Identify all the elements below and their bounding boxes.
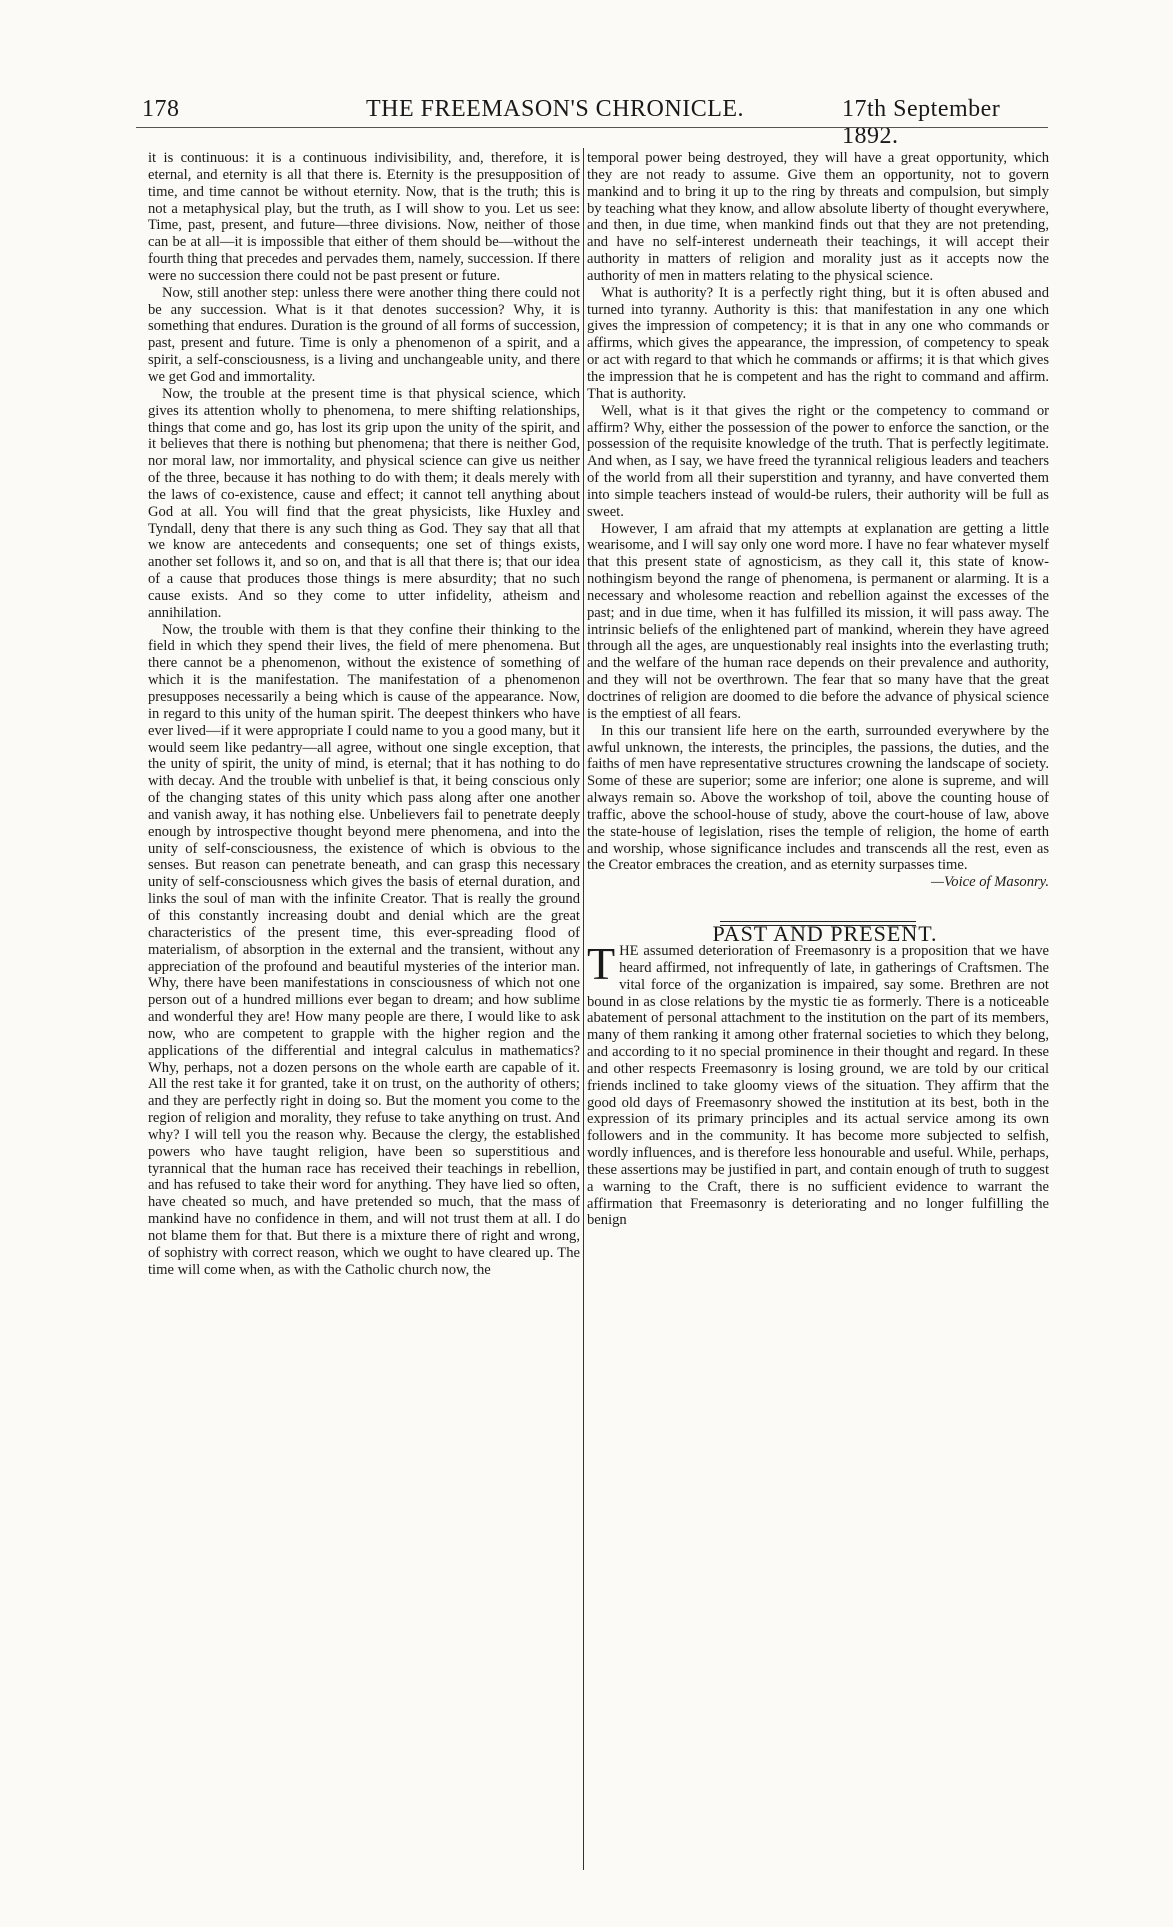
article-paragraph: What is authority? It is a perfectly right thing, but it is often abused and turned into tyranny. Authority is this: that manifestation in any one which gives the impression of competency; it is that in any one who commands or affirms, which gives the appearance, the impression, of competency to speak or act with regard to that which he commands or affirms; it is that which gives the impression that he is competent and has the right to command and affirm. That is authority. (587, 284, 1049, 402)
article-paragraph: it is continuous: it is a continuous indivisibility, and, therefore, it is eternal, and eternity is all that there is. Eternity is the presupposition of time, and time cannot be without eternity. Now, that is the truth; this is not a metaphysical play, but the truth, as I will show to you. Let us see: Time, past, present, and future—three divisions. Now, neither of those can be at all—it is impossible that either of them should be—without the fourth thing that precedes and pervades them, namely, succession. If there were no succession there could not be past present or future. (148, 150, 580, 284)
drop-cap-letter: T (587, 937, 616, 989)
section-title: PAST AND PRESENT. (712, 921, 938, 947)
header-rule (136, 127, 1048, 128)
article-paragraph: In this our transient life here on the earth, surrounded everywhere by the awful unknown, the interests, the principles, the passions, the duties, and the faiths of men have representative structures crowning the landscape of society. Some of these are superior; some are inferior; one alone is supreme, and will always remain so. Above the workshop of toil, above the counting house of traffic, above the school-house of study, above the court-house of law, above the state-house of legislation, rises the temple of religion, the home of earth and worship, whose significance includes and transcends all the rest, even as the Creator embraces the creation, and as eternity surpasses time. (587, 722, 1049, 874)
left-column (148, 150, 580, 1870)
column-divider (583, 148, 584, 1870)
page-number: 178 (142, 96, 180, 122)
section-paragraph (587, 937, 1049, 1229)
article-paragraph: temporal power being destroyed, they will have a great opportunity, which they are not ready to assume. Give them an opportunity, not to govern mankind and to bring it up to the ring by threats and compulsion, but simply by teaching what they know, and allow absolute liberty of thought everywhere, and then, in due time, when mankind finds out that they are not pretending, and have no self-interest underneath their teachings, it will accept their authority in matters of religion and morality just as it accepts now the authority of men in matters relating to the physical science. (587, 150, 1049, 284)
right-column (587, 150, 1049, 1870)
article-paragraph: Well, what is it that gives the right or the competency to command or affirm? Why, either the possession of the power to enforce the sanction, or the possession of the requisite knowledge of the truth. That is perfectly legitimate. And when, as I say, we have freed the tyrannical religious leaders and teachers of the world from all their superstition and tyranny, and have converted them into simple teachers instead of would-be rulers, their authority will be full as sweet. (587, 402, 1049, 520)
article-source-signature: —Voice of Masonry. (931, 874, 1049, 891)
article-paragraph: However, I am afraid that my attempts at explanation are getting a little wearisome, and I will say only one word more. I have no fear whatever myself that this present state of agnosticism, as they call it, this state of know-nothingism beyond the range of phenomena, is permanent or alarming. It is a necessary and wholesome reaction and rebellion against the excesses of the past; and in due time, when it has fulfilled its mission, it will pass away. The intrinsic beliefs of the enlightened part of mankind, wherein they have agreed through all the ages, are unquestionably real insights into the everlasting truth; and the welfare of the human race depends on their prevalence and authority, and they will not be overthrown. The fear that so many have that the great doctrines of religion are doomed to die before the advance of physical science is the emptiest of all fears. (587, 520, 1049, 722)
article-paragraph: Now, the trouble with them is that they confine their thinking to the field in which they spend their lives, the field of mere phenomena. But there cannot be a phenomenon, without the existence of something of which it is the manifestation. The manifestation of a phenomenon presupposes necessarily a being which is cause of the appearance. Now, in regard to this unity of the human spirit. The deepest thinkers who have ever lived—if it were appropriate I could name to you a good many, but it would seem like pedantry—all agree, without one single exception, that the unity of spirit, the unity of mind, is eternal; that it has nothing to do with decay. And the trouble with unbelief is that, it being conscious only of the changing states of this unity which pass along after one another and vanish away, it has nothing else. Unbelievers fail to penetrate deeply enough by introspective thought beyond mere phenomena, and into the unity of self-consciousness, the existence of which is obvious to the senses. But reason can penetrate beneath, and can grasp this necessary unity of self-consciousness which gives the basis of eternal duration, and links the soul of man with the infinite Creator. That is really the ground of this constantly increasing doubt and denial which are the great characteristics of the present time, this ever-spreading flood of materialism, of absorption in the external and the transient, without any appreciation of the profound and beautiful mysteries of the interior man. Why, there have been manifestations in consciousness of which not one person out of a hundred millions ever began to dream; and how sublime and wonderful they are! How many people are there, I would like to ask now, who are competent to grapple with the higher region and the applications of the differential and integral calculus in mathematics? Why, perhaps, not a dozen persons on the whole earth are capable of it. All the rest take it for granted, take it on trust, on the authority of others; and they are perfectly right in doing so. But the moment you come to the region of religion and morality, they refuse to take anything on trust. And why? I will tell you the reason why. Because the clergy, the established powers who have taught religion, have been so superstitious and tyrannical that the human race has received their teachings in rebellion, and has refused to take their word for anything. They have lied so often, have cheated so much, and have pretended so much, that the mass of mankind have no confidence in them, and will not trust them at all. I do not blame them for that. But there is a mixture there of right and wrong, of sophistry with correct reason, which we ought to have cleared up. The time will come when, as with the Catholic church now, the (148, 621, 580, 1278)
masthead-title: THE FREEMASON'S CHRONICLE. (366, 96, 745, 122)
article-paragraph: Now, still another step: unless there were another thing there could not be any succession. What is it that denotes succession? Why, it is something that endures. Duration is the ground of all forms of succession, past, present and future. Time is only a phenomenon of a spirit, and a spirit, a self-consciousness, is a living and unchangeable unity, and there we get God and immortality. (148, 284, 580, 385)
issue-date: 17th September 1892. (842, 96, 1001, 149)
section-text: HE assumed deterioration of Freemasonry is a proposition that we have heard affirmed, not infrequently of late, in gatherings of Craftsmen. The vital force of the organization is impaired, say some. Brethren are not bound in as close relations by the mystic tie as formerly. There is a noticeable abatement of personal attachment to the institution on the part of its members, many of them ranking it among other fraternal societies to which they belong, and according to it no special prominence in their thought and regard. In these and other respects Freemasonry is losing ground, we are told by our critical friends inclined to take gloomy views of the situation. They affirm that the good old days of Freemasonry showed the institution at its best, both in the expression of its primary principles and its actual service among its own followers and in the community. It has become more subjected to selfish, wordly influences, and is therefore less honourable and useful. While, perhaps, these assertions may be justified in part, and contain enough of truth to suggest a warning to the Craft, there is no sufficient evidence to warrant the affirmation that Freemasonry is deteriorating and no longer fulfilling the benign (587, 942, 1049, 1229)
page-header (136, 96, 1054, 149)
article-paragraph: Now, the trouble at the present time is that physical science, which gives its attention wholly to phenomena, to mere shifting relationships, things that come and go, has lost its grip upon the unity of the spirit, and it believes that there is nothing but phenomena; that there is neither God, nor moral law, nor immortality, and physical science can give us neither of the three, because it has nothing to do with them; it deals merely with the laws of co-existence, cause and effect; it cannot tell anything about God at all. You will find that the great physicists, like Huxley and Tyndall, deny that there is any such thing as God. They say that all that we know are antecedents and consequents; one set of things exists, another set follows it, and so on, and that is all that there is; that our idea of a cause that produces those things is mere absurdity; that no such cause exists. And so they come to utter infidelity, atheism and annihilation. (148, 385, 580, 621)
